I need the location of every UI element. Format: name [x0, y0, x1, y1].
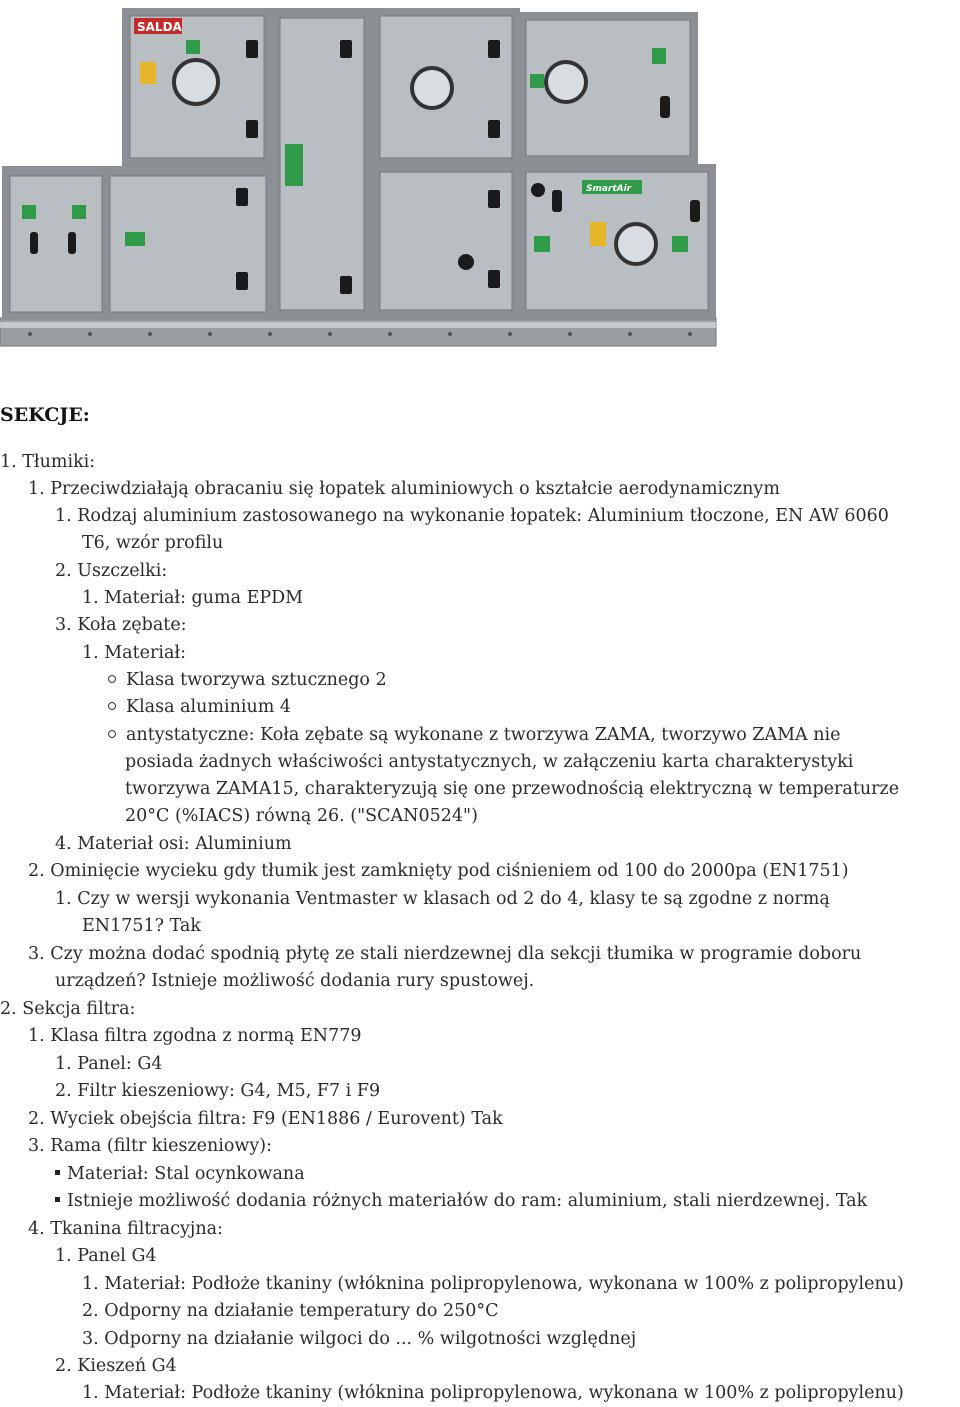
square-bullet-icon — [55, 1170, 60, 1175]
list-item: 1. Czy w wersji wykonania Ventmaster w klasach od 2 do 4, klasy te są zgodne z normą — [55, 889, 830, 909]
list-item: tworzywa ZAMA15, charakteryzują się one przewodnością elektryczną w temperaturze — [125, 779, 900, 799]
list-item: 2. Uszczelki: — [55, 561, 168, 581]
list-item: 1. Przeciwdziałają obracaniu się łopatek aluminiowych o kształcie aerodynamicznym — [28, 479, 780, 499]
bullet-item: Klasa tworzywa sztucznego 2 — [108, 667, 387, 694]
bullet-item: antystatyczne: Koła zębate są wykonane z tworzywa ZAMA, tworzywo ZAMA nie — [108, 722, 840, 749]
bullet-item: Materiał: Stal ocynkowana — [55, 1161, 305, 1188]
list-item: 1. Tłumiki: — [0, 452, 96, 472]
list-item: 2. Wyciek obejścia filtra: F9 (EN1886 / Eurovent) Tak — [28, 1109, 503, 1129]
sections-heading: SEKCJE: — [0, 404, 90, 426]
list-item: 4. Materiał osi: Aluminium — [55, 834, 292, 854]
list-item: 1. Materiał: Podłoże tkaniny (włóknina polipropylenowa, wykonana w 100% z polipropylenu) — [82, 1274, 904, 1294]
list-item: posiada żadnych właściwości antystatycznych, w załączeniu karta charakterystyki — [125, 752, 854, 772]
circle-bullet-icon — [108, 730, 116, 738]
list-item: 2. Ominięcie wycieku gdy tłumik jest zamknięty pod ciśnieniem od 100 do 2000pa (EN1751) — [28, 861, 849, 881]
list-item: 2. Odporny na działanie temperatury do 250°C — [82, 1301, 499, 1321]
list-item: 4. Tkanina filtracyjna: — [28, 1219, 223, 1239]
list-item: 3. Rama (filtr kieszeniowy): — [28, 1136, 273, 1156]
list-item: 20°C (%IACS) równą 26. ("SCAN0524") — [125, 806, 478, 826]
list-item: 1. Panel G4 — [55, 1246, 157, 1266]
list-item: urządzeń? Istnieje możliwość dodania rury spustowej. — [55, 971, 535, 991]
list-item: 2. Kieszeń G4 — [55, 1356, 177, 1376]
list-item: 3. Czy można dodać spodnią płytę ze stali nierdzewnej dla sekcji tłumika w programie doboru — [28, 944, 862, 964]
list-item: 1. Klasa filtra zgodna z normą EN779 — [28, 1026, 362, 1046]
list-item: 1. Rodzaj aluminium zastosowanego na wykonanie łopatek: Aluminium tłoczone, EN AW 6060 — [55, 506, 889, 526]
bullet-item: Istnieje możliwość dodania różnych materiałów do ram: aluminium, stali nierdzewnej. Tak — [55, 1188, 867, 1215]
list-item: 1. Materiał: — [82, 643, 186, 663]
list-item: 1. Panel: G4 — [55, 1054, 163, 1074]
square-bullet-icon — [55, 1197, 60, 1202]
list-item: 1. Materiał: guma EPDM — [82, 588, 304, 608]
list-item: 2. Sekcja filtra: — [0, 999, 136, 1019]
circle-bullet-icon — [108, 675, 116, 683]
list-item: 3. Koła zębate: — [55, 615, 187, 635]
list-item: 2. Filtr kieszeniowy: G4, M5, F7 i F9 — [55, 1081, 381, 1101]
smartair-label: SmartAir — [586, 184, 632, 194]
circle-bullet-icon — [108, 702, 116, 710]
air-handling-unit-photo — [0, 0, 720, 352]
list-item: 3. Odporny na działanie wilgoci do ... % wilgotności względnej — [82, 1329, 637, 1349]
list-item: EN1751? Tak — [82, 916, 201, 936]
list-item: 1. Materiał: Podłoże tkaniny (włóknina polipropylenowa, wykonana w 100% z polipropylenu) — [82, 1383, 904, 1403]
list-item: T6, wzór profilu — [82, 533, 224, 553]
bullet-item: Klasa aluminium 4 — [108, 694, 291, 721]
salda-logo: SALDA — [137, 20, 182, 34]
